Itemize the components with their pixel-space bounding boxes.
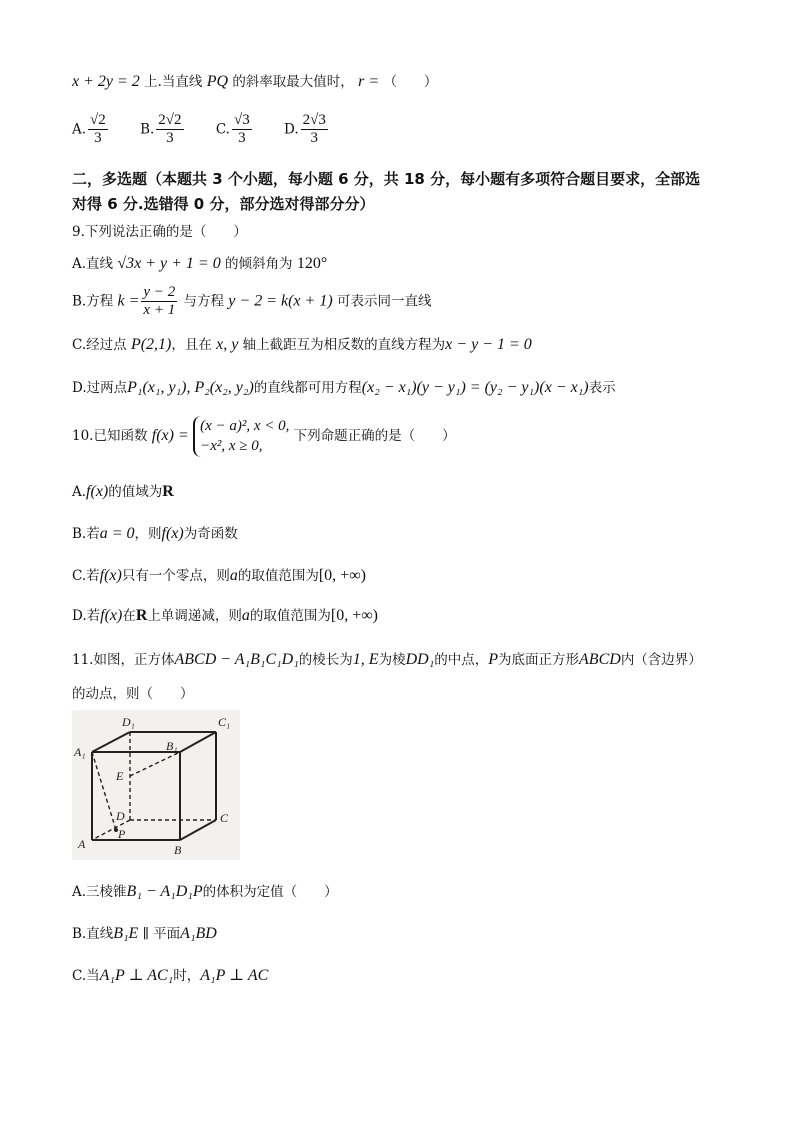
option-numerator: √2 <box>88 112 108 130</box>
edge-a1-d1 <box>92 732 130 752</box>
option-text: A.直线 <box>72 256 114 272</box>
edge-b-c <box>180 820 216 840</box>
option-math: a = 0 <box>99 525 135 542</box>
q9-option-c[interactable] <box>72 333 532 354</box>
option-math: y − 2 = k(x + 1) <box>228 292 333 310</box>
option-math: P₁(x₁, y₁), P₂(x₂, y₂) <box>127 379 254 396</box>
q8-option-b[interactable] <box>140 112 185 148</box>
option-text: 可表示同一直线 <box>336 293 432 310</box>
option-text: 的体积为定值（ ） <box>202 884 338 900</box>
stem-math: 1, E <box>352 651 379 668</box>
option-math: a <box>241 607 250 624</box>
option-text: B.若 <box>72 526 100 542</box>
cube-diagram <box>72 710 240 860</box>
option-math: A₁P ⊥ AC <box>200 967 269 984</box>
stem-text: 的中点， <box>434 652 489 668</box>
option-label: D. <box>284 121 299 138</box>
q8-option-d[interactable] <box>284 112 330 148</box>
label-a1: A₁ <box>74 745 86 759</box>
q8-r: r = <box>358 73 380 90</box>
section2-heading-line2: 对得 6 分.选错得 0 分，部分选对得部分分） <box>72 195 375 213</box>
option-numerator: √3 <box>232 112 252 130</box>
q10-option-d[interactable] <box>72 604 378 625</box>
option-text: 只有一个零点，则 <box>121 568 230 584</box>
option-text: 的取值范围为 <box>249 608 331 624</box>
option-math: (x₂ − x₁)(y − y₁) = (y₂ − y₁)(x − x₁) <box>361 379 589 396</box>
option-text: 在 <box>122 608 136 624</box>
cube-figure <box>72 710 240 860</box>
q11-option-c[interactable] <box>72 964 268 985</box>
q9-option-a[interactable] <box>72 252 327 273</box>
stem-text: 下列命题正确的是（ ） <box>293 427 456 444</box>
label-c: C <box>220 811 229 825</box>
q8-options <box>72 112 356 148</box>
label-b: B <box>174 843 182 857</box>
q8-paren: （ ） <box>383 74 438 90</box>
piecewise-case-1: (x − a)², x < 0, <box>200 418 290 434</box>
option-math: P(2,1) <box>130 336 172 353</box>
fraction-denominator: x + 1 <box>143 302 176 319</box>
label-c1: C₁ <box>218 715 231 729</box>
option-text: 的直线都可用方程 <box>253 380 362 396</box>
option-text: ，则 <box>134 526 162 542</box>
option-math: 120° <box>296 255 328 272</box>
label-e: E <box>116 769 124 783</box>
option-text: C.经过点 <box>72 337 127 353</box>
label-p: P <box>118 827 126 841</box>
parallel-symbol: ∥ <box>142 926 149 942</box>
option-text: 上单调递减，则 <box>147 608 242 624</box>
label-a: A <box>78 837 86 851</box>
option-numerator: 2√3 <box>301 112 328 130</box>
option-math: f(x) <box>161 525 184 542</box>
option-math: B₁ − A₁D₁P <box>126 883 203 900</box>
stem-text: 为棱 <box>378 652 406 668</box>
q10-option-a[interactable] <box>72 480 174 501</box>
option-denominator: 3 <box>310 130 318 147</box>
stem-math: P <box>488 651 499 668</box>
option-text: 的倾斜角为 <box>225 256 293 272</box>
q9-option-b[interactable] <box>72 284 431 320</box>
q8-tail-line <box>72 70 437 91</box>
option-math: f(x) <box>86 483 109 500</box>
option-text: 时， <box>173 968 201 984</box>
option-math: B₁E <box>113 925 139 942</box>
q8-option-a[interactable] <box>72 112 110 148</box>
option-text: C.若 <box>72 568 100 584</box>
option-text: 的取值范围为 <box>237 568 319 584</box>
option-label: B. <box>140 121 155 138</box>
option-math: [0, +∞) <box>318 567 366 584</box>
option-numerator: 2√2 <box>156 112 183 130</box>
option-text: C.当 <box>72 968 100 984</box>
option-text: 表示 <box>588 380 616 396</box>
q11-stem-line1 <box>72 648 702 669</box>
option-text: 平面 <box>153 926 181 942</box>
q9-stem: 9.下列说法正确的是（ ） <box>72 224 247 240</box>
option-math: A₁P ⊥ AC₁ <box>99 967 174 984</box>
q11-option-b[interactable] <box>72 922 217 943</box>
option-text: A.三棱锥 <box>72 884 127 900</box>
option-math: a <box>229 567 238 584</box>
option-math: k = <box>117 292 140 310</box>
piecewise-brace <box>193 416 289 457</box>
q10-option-b[interactable] <box>72 522 238 543</box>
option-text: A. <box>72 484 87 500</box>
option-text: 的值域为 <box>108 484 163 500</box>
option-text: 与方程 <box>183 293 224 310</box>
stem-text: 的棱长为 <box>298 652 353 668</box>
fraction-numerator: y − 2 <box>141 284 177 302</box>
q10-option-c[interactable] <box>72 564 366 585</box>
segment-e-b1 <box>130 752 180 776</box>
option-math: x, y <box>216 336 239 353</box>
q10-stem <box>72 416 456 457</box>
stem-text: 11.如图，正方体 <box>72 652 175 668</box>
label-b1: B₁ <box>166 739 178 753</box>
real-set-symbol: R <box>162 483 174 500</box>
stem-text: 内（含边界） <box>620 652 702 668</box>
edge-b1-c1 <box>180 732 216 752</box>
label-d1: D₁ <box>122 715 135 729</box>
option-label: C. <box>215 121 230 138</box>
option-denominator: 3 <box>166 130 174 147</box>
option-text: B.方程 <box>72 293 114 310</box>
option-text: ，且在 <box>171 337 212 353</box>
function-name: f(x) = <box>151 426 189 444</box>
real-set-symbol: R <box>135 607 148 624</box>
stem-math: ABCD <box>579 651 621 668</box>
option-math: A₁BD <box>180 925 217 942</box>
option-text: D.若 <box>72 608 101 624</box>
q8-text-2: 的斜率取最大值时， <box>232 74 354 90</box>
option-math: x − y − 1 = 0 <box>445 336 532 353</box>
piecewise-case-2: −x², x ≥ 0, <box>200 438 263 455</box>
q11-option-a[interactable] <box>72 880 338 901</box>
option-math: f(x) <box>99 567 122 584</box>
segment-a1-p <box>92 752 116 830</box>
option-text: B.直线 <box>72 926 114 942</box>
option-math: f(x) <box>100 607 123 624</box>
option-label: A. <box>72 121 87 138</box>
q9-option-d[interactable] <box>72 376 616 397</box>
q8-pq: PQ <box>206 73 229 90</box>
q8-option-c[interactable] <box>216 112 254 148</box>
option-math: √3x + y + 1 = 0 <box>117 255 221 272</box>
option-denominator: 3 <box>238 130 246 147</box>
option-text: 轴上截距互为相反数的直线方程为 <box>242 337 446 353</box>
stem-text: 为底面正方形 <box>498 652 580 668</box>
stem-text: 10.已知函数 <box>72 427 148 444</box>
option-denominator: 3 <box>94 130 102 147</box>
stem-math: DD₁ <box>405 651 435 668</box>
label-d: D <box>116 809 125 823</box>
option-text: 为奇函数 <box>183 526 238 542</box>
q11-stem-line2: 的动点，则（ ） <box>72 686 194 702</box>
q8-text-1: 上.当直线 <box>144 74 203 90</box>
stem-math: ABCD − A₁B₁C₁D₁ <box>174 651 299 668</box>
option-text: D.过两点 <box>72 380 128 396</box>
section2-heading-line1: 二，多选题（本题共 3 个小题，每小题 6 分，共 18 分，每小题有多项符合题目要求，全部选 <box>72 170 701 188</box>
option-math: [0, +∞) <box>330 607 378 624</box>
q8-line-equation: x + 2y = 2 <box>72 73 140 90</box>
